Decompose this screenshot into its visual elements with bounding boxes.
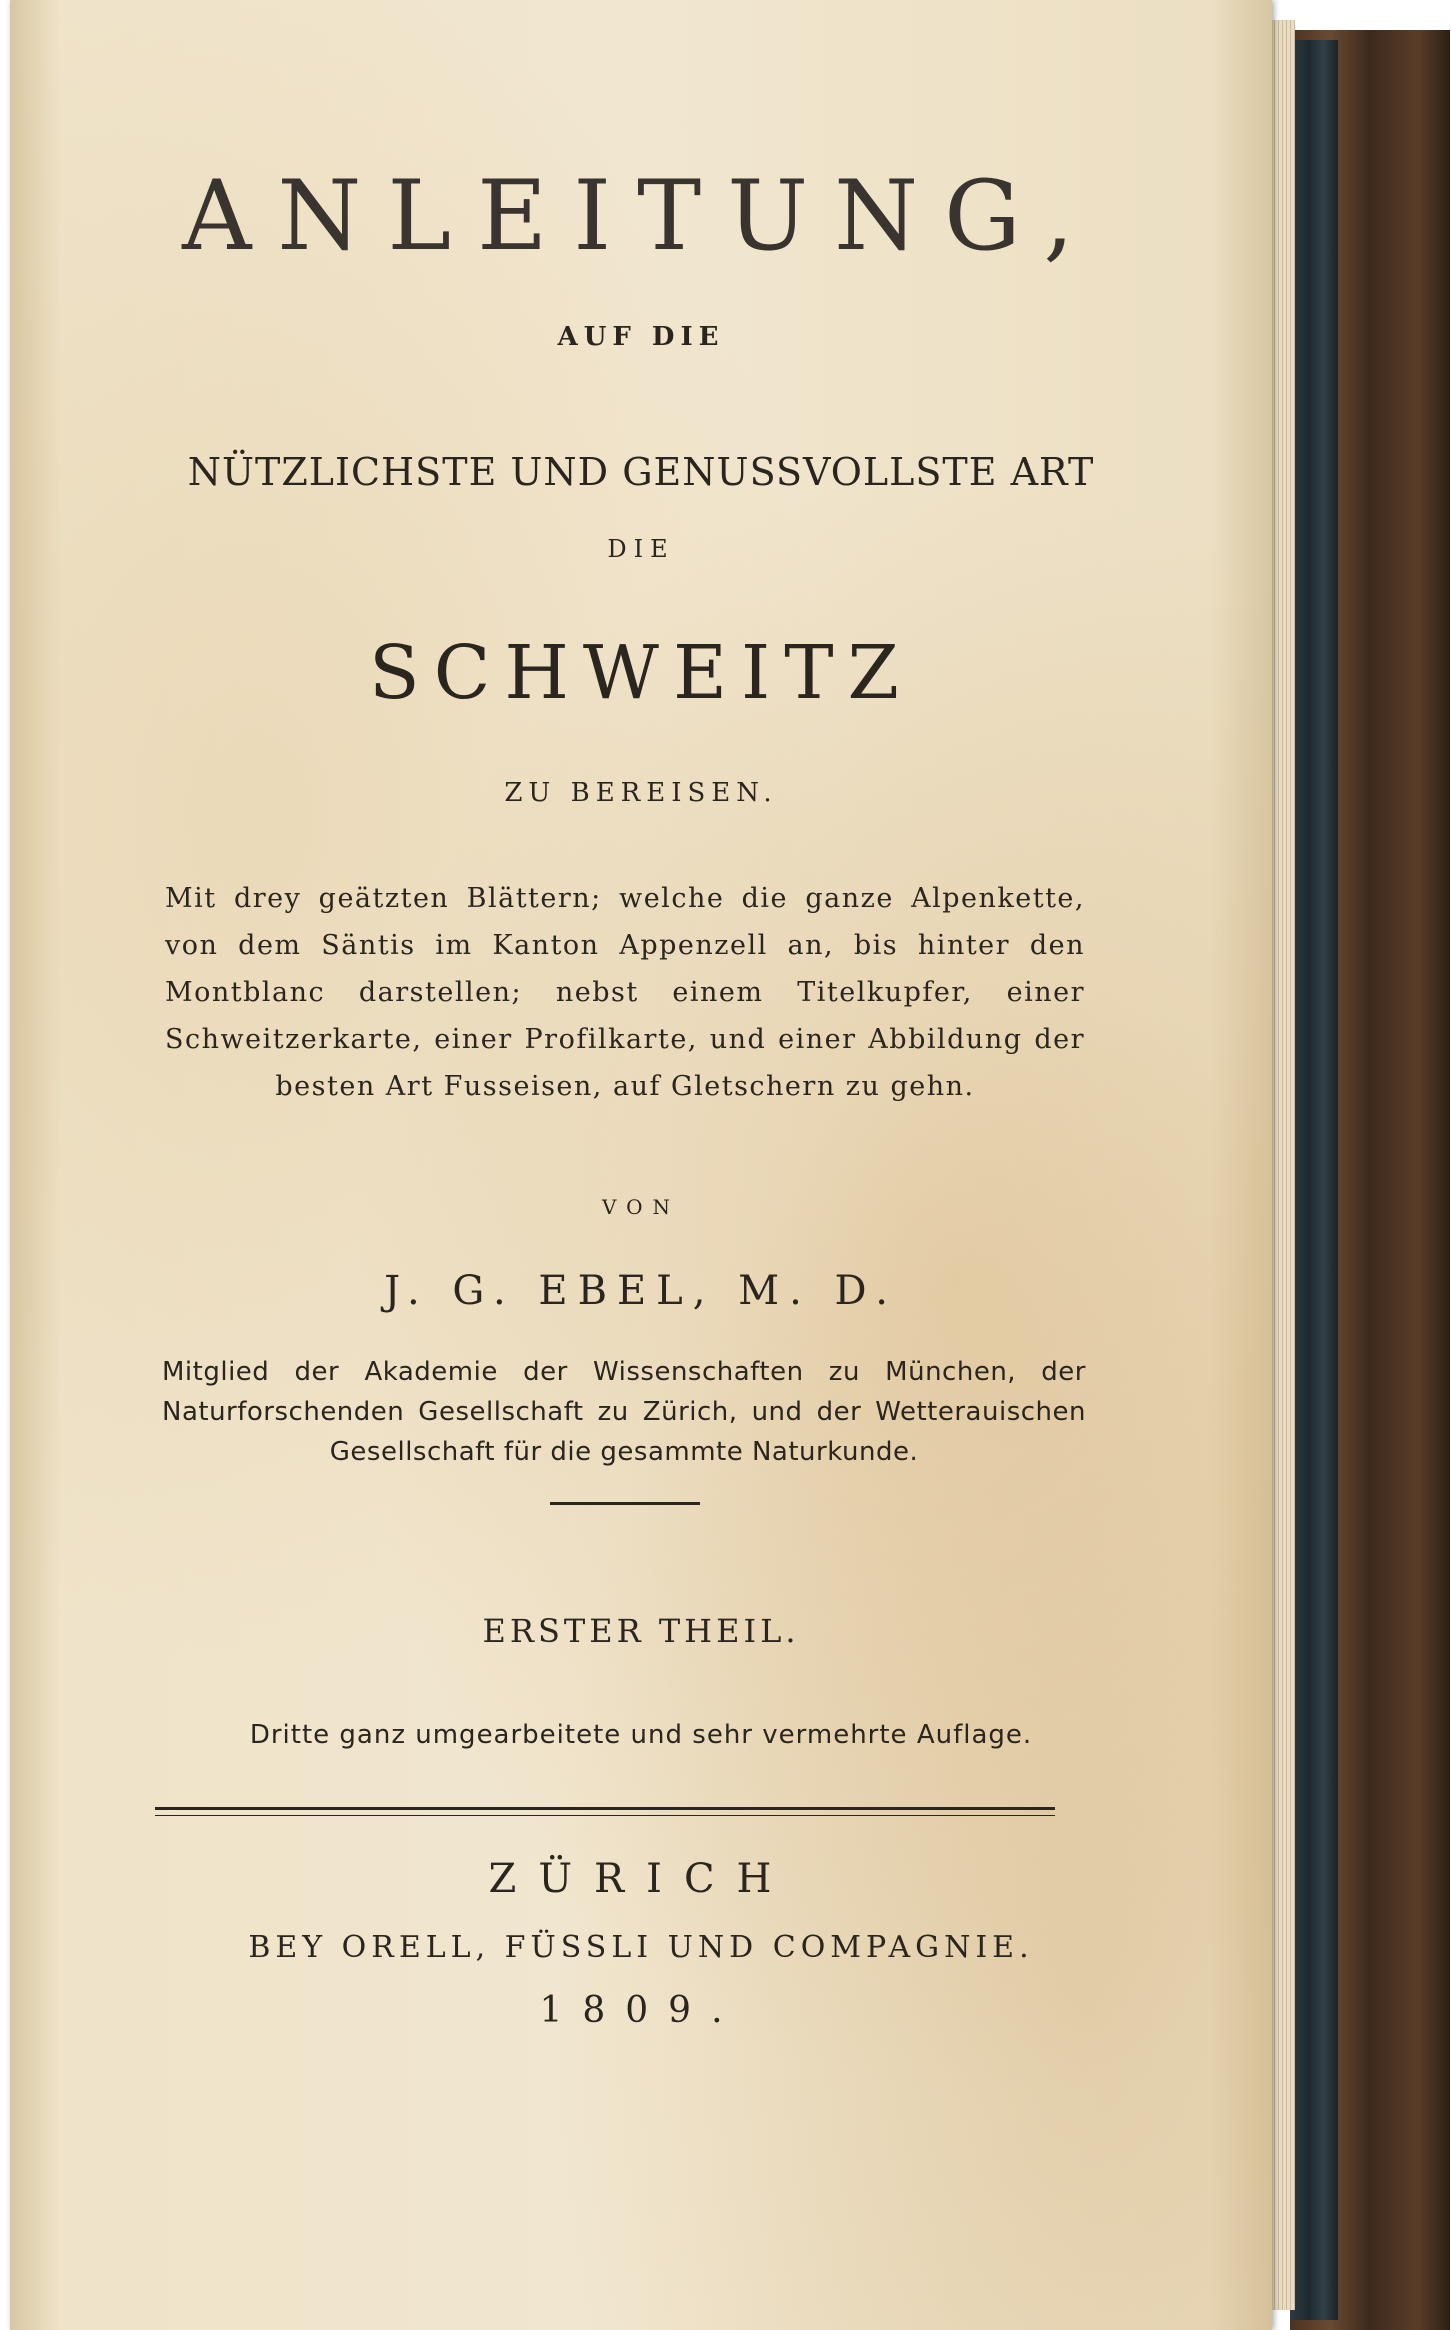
publication-year: 1809.: [539, 1990, 743, 2031]
subtitle: NÜTZLICHSTE UND GENUSSVOLLSTE ART: [187, 450, 1095, 494]
publisher: BEY ORELL, FÜSSLI UND COMPAGNIE.: [248, 1930, 1034, 1965]
author-name: J. G. EBEL, M. D.: [384, 1268, 898, 1314]
publication-place: ZÜRICH: [488, 1856, 794, 1902]
description: Mit drey geätzten Blättern; welche die ganze Alpenkette, von dem Säntis im Kanton Appenzell an, bis hinter den Montblanc darstellen; nebst einem Titelkupfer, einer Schweitzerkarte, einer Profilkarte, und einer Abbildung der besten Art Fusseisen, auf Gletschern zu gehn.: [165, 883, 1085, 1102]
long-divider: [155, 1807, 1055, 1816]
title-page: [10, 0, 1272, 2330]
volume-label: ERSTER THEIL.: [482, 1612, 800, 1650]
book-title: ANLEITUNG,: [182, 160, 1100, 272]
article: DIE: [607, 535, 675, 563]
country-title: SCHWEITZ: [369, 630, 913, 716]
author-affiliation: Mitglied der Akademie der Wissenschaften zu München, der Naturforschenden Gesellschaft zu Zürich, und der Wetterauischen Gesellschaft für die gesammte Naturkunde.: [162, 1357, 1086, 1467]
cover-edge: [1290, 40, 1338, 2320]
subtitle-prefix: AUF DIE: [557, 322, 725, 352]
by-line: VON: [602, 1195, 680, 1219]
short-divider: [550, 1502, 700, 1505]
edition-note: Dritte ganz umgearbeitete und sehr vermehrte Auflage.: [249, 1720, 1033, 1750]
verb-line: ZU BEREISEN.: [504, 778, 778, 808]
